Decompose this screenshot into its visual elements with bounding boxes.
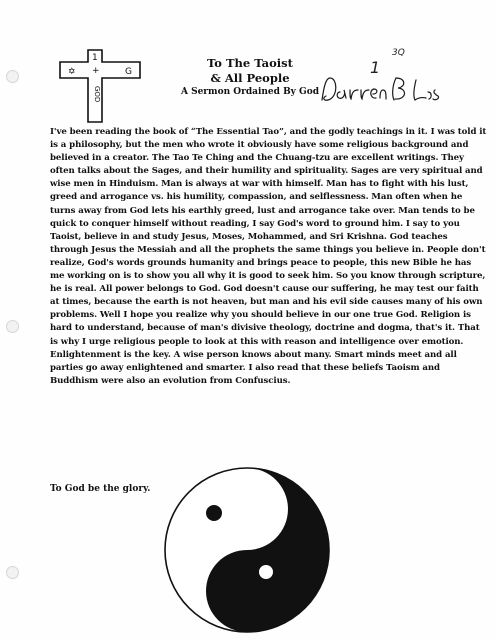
closing-line: To God be the glory. xyxy=(50,484,151,494)
cross-icon xyxy=(58,48,150,124)
sermon-body: I've been reading the book of “The Essential Tao”, and the godly teachings in it. I was told it is a philosophy, but the men who wrote it obviously have some religious background and believed in a creator. The Tao Te Ching and the Chuang-tzu are excellent writings. They often talks about the Sages, and their humility and spirituality. Sages are very spiritual and wise men in Hinduism. Man is always at war with himself. Man has to fight with his lust, greed and arrogance vs. his humility, compassion, and selflessness. Man often when he turns away from God lets his earthly greed, lust and arrogance take over. Man tends to be quick to conquer himself without reading, I say God's word to ground him. I say to you Taoist, believe in and study Jesus, Moses, Mohammed, and Sri Krishna. God teaches through Jesus the Messiah and all the prophets the same things you believe in. People don't realize, God's words grounds humanity and brings peace to people, this new Bible he has me working on is to show you all why it is good to seek him. So you know through scripture, he is real. All power belongs to God. God doesn't cause our suffering, he may test our faith at times, because the earth is not heaven, but man and his evil side causes many of his own problems. Well I hope you realize why you should believe in our one true God. Religion is hard to understand, because of man's divisive theology, doctrine and dogma, that's it. That is why I urge religious people to look at this with reason and intelligence over emotion. Enlightenment is the key. A wise person knows about many. Smart minds meet and all parties go away enlightened and smarter. I also read that these beliefs Taoism and Buddhism were also an evolution from Confuscius. xyxy=(50,127,487,386)
title-line-1: To The Taoist xyxy=(207,56,293,70)
punch-hole xyxy=(6,320,19,333)
title-block xyxy=(160,56,340,98)
yin-yang-icon xyxy=(162,464,332,640)
signature xyxy=(318,72,443,110)
cross-center-symbol: + xyxy=(92,66,100,76)
punch-hole xyxy=(6,566,19,579)
cross-drawing xyxy=(58,48,150,128)
cross-god-text: GOD xyxy=(93,86,101,103)
title-line-2: & All People xyxy=(210,71,290,85)
cross-right-letter: G xyxy=(125,67,132,77)
star-of-david-icon: ✡ xyxy=(68,67,76,77)
cross-top-number: 1 xyxy=(92,53,98,63)
page-number: 1 xyxy=(370,58,381,77)
subtitle: A Sermon Ordained By God xyxy=(180,87,320,97)
margin-note: 3Q xyxy=(392,48,405,58)
punch-hole xyxy=(6,70,19,83)
